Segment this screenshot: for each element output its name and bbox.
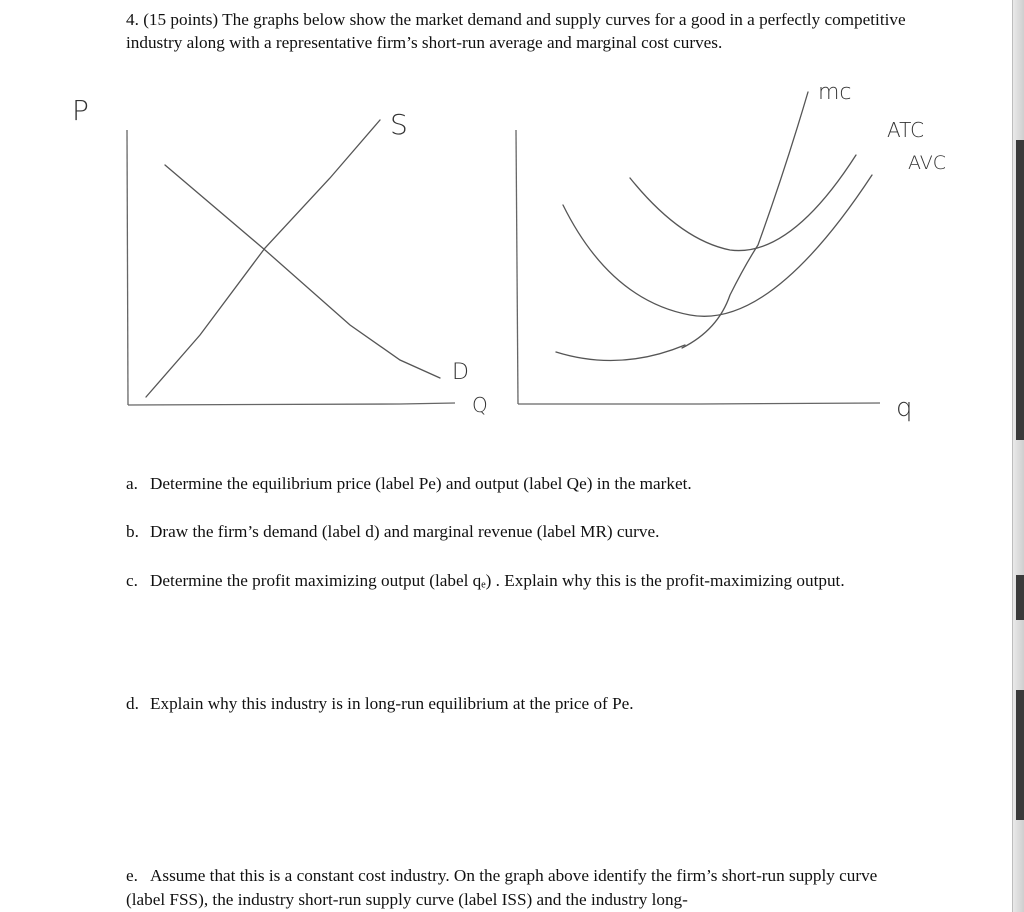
- atc-label: ATC: [887, 118, 925, 142]
- avc-label: AVC: [908, 152, 947, 174]
- atc-curve: [630, 155, 856, 251]
- supply-label: S: [390, 108, 408, 141]
- mc-label: mc: [818, 80, 852, 105]
- firm-quantity-label: q: [896, 393, 913, 423]
- market-x-axis: [128, 403, 455, 405]
- scrollbar-fragment: [1016, 140, 1024, 440]
- firm-y-axis: [516, 130, 518, 404]
- item-c: c. Determine the profit maximizing output (label qₑ) . Explain why this is the profit-maximizing output.: [126, 571, 845, 590]
- firm-x-axis: [518, 403, 880, 404]
- demand-label: D: [452, 360, 469, 385]
- scrollbar-fragment: [1016, 575, 1024, 620]
- firm-graph: [516, 92, 880, 404]
- item-d: d. Explain why this industry is in long-run equilibrium at the price of Pe.: [126, 694, 634, 713]
- item-b: b. Draw the firm’s demand (label d) and marginal revenue (label MR) curve.: [126, 522, 660, 541]
- market-y-axis: [127, 130, 128, 405]
- mc-curve: [682, 92, 808, 348]
- demand-curve: [165, 165, 440, 378]
- market-graph: [127, 120, 455, 405]
- scrollbar-fragment: [1016, 690, 1024, 820]
- supply-curve: [146, 120, 380, 397]
- price-axis-label: P: [72, 94, 89, 127]
- item-a: a. Determine the equilibrium price (label Pe) and output (label Qe) in the market.: [126, 474, 692, 493]
- graphs-drawing: [0, 0, 1012, 460]
- item-e: e. Assume that this is a constant cost industry. On the graph above identify the firm’s short-run supply curve (label FSS), the industry short-run supply curve (label ISS) and the industry long-: [126, 866, 878, 909]
- market-quantity-label: Q: [472, 393, 488, 417]
- afc-curve: [556, 345, 685, 361]
- question-text: 4. (15 points) The graphs below show the market demand and supply curves for a good in a perfectly competitive industry along with a representative firm’s short-run average and marginal cost curves.: [126, 10, 906, 52]
